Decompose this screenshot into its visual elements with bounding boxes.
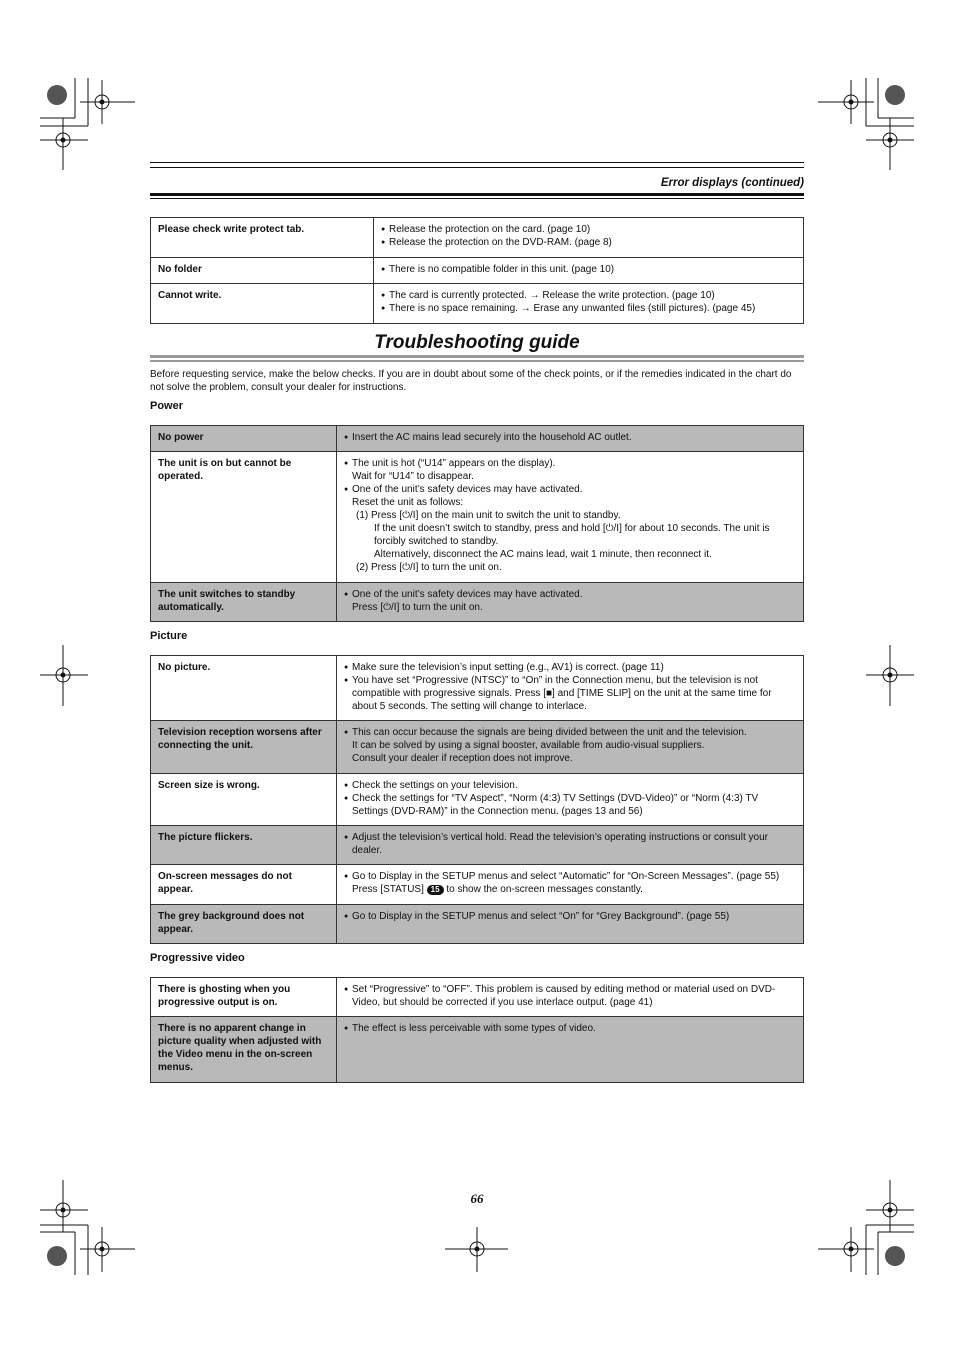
- remedy-cell: [337, 826, 804, 865]
- remedy-item: ● Make sure the television’s input setting (e.g., AV1) is correct. (page 11): [344, 661, 796, 674]
- error-label: Cannot write.: [151, 284, 374, 324]
- table-row: [151, 258, 804, 284]
- table-row: [151, 284, 804, 324]
- step-detail: If the unit doesn’t switch to standby, press and hold [⏻/I] for about 10 seconds. The unit is forcibly switched to standby.: [374, 523, 770, 547]
- table-row: [151, 865, 804, 905]
- remedy-cell: [337, 905, 804, 944]
- remedy-cell: [337, 452, 804, 583]
- remedy-item: ● Go to Display in the SETUP menus and select “On” for “Grey Background”. (page 55): [344, 910, 796, 923]
- remedy-cell: [337, 721, 804, 774]
- error-remedy: [374, 218, 804, 258]
- remedy-line: Wait for “U14” to disappear.: [352, 471, 474, 482]
- remedy-line: [344, 883, 796, 896]
- table-row: [151, 426, 804, 452]
- remedy-item: ● Check the settings for “TV Aspect”, “Norm (4:3) TV Settings (DVD-Video)” or “Norm (4:3) TV Settings (DVD-RAM)” in the Connection menu. (pages 13 and 56): [344, 792, 796, 818]
- problem-label: No picture.: [151, 656, 337, 721]
- header-rule-bottom: [150, 193, 804, 196]
- remedy-cell: [337, 978, 804, 1017]
- remedy-item: ● Go to Display in the SETUP menus and select “Automatic” for “On-Screen Messages”. (page 55): [344, 870, 796, 883]
- remedy-cell: [337, 774, 804, 826]
- running-header: Error displays (continued): [660, 177, 804, 189]
- error-label: No folder: [151, 258, 374, 284]
- problem-label: The unit is on but cannot be operated.: [151, 452, 337, 583]
- table-row: [151, 721, 804, 774]
- page-reference-badge: 15: [427, 885, 444, 895]
- step-item: (2) Press [⏻/I] to turn the unit on.: [356, 562, 502, 573]
- remedy-line: It can be solved by using a signal booster, available from audio-visual suppliers.: [352, 740, 705, 751]
- remedy-item: ● Release the protection on the card. (page 10): [381, 223, 796, 236]
- problem-label: The unit switches to standby automatically.: [151, 583, 337, 622]
- remedy-line: Reset the unit as follows:: [352, 497, 464, 508]
- remedy-cell: [337, 426, 804, 452]
- remedy-item: ● Adjust the television’s vertical hold. Read the television’s operating instructions or consult your dealer.: [344, 831, 796, 857]
- problem-label: No power: [151, 426, 337, 452]
- picture-heading: Picture: [150, 630, 188, 642]
- table-row: [151, 656, 804, 721]
- power-table: [150, 425, 804, 622]
- progressive-heading: Progressive video: [150, 952, 245, 964]
- intro-text: Before requesting service, make the below checks. If you are in doubt about some of the check points, or if the remedies indicated in the chart do not solve the problem, consult your dealer for instructions.: [150, 369, 792, 393]
- header-rule-top-2: [150, 167, 804, 168]
- table-row: [151, 583, 804, 622]
- title-rule: [150, 355, 804, 358]
- remedy-text: to show the on-screen messages constantly.: [446, 884, 643, 895]
- table-row: [151, 1017, 804, 1083]
- problem-label: The grey background does not appear.: [151, 905, 337, 944]
- remedy-item: ● Set “Progressive” to “OFF”. This problem is caused by editing method or material used on DVD-Video, but should be corrected if you use interlace output. (page 41): [344, 983, 796, 1009]
- remedy-cell: [337, 583, 804, 622]
- remedy-cell: [337, 865, 804, 905]
- table-row: [151, 218, 804, 258]
- remedy-item: ● You have set “Progressive (NTSC)” to “On” in the Connection menu, but the television is not compatible with progressive signals. Press [■] and [TIME SLIP] on the unit at the same time for about 5 seconds. The setting will change to interlace.: [344, 674, 796, 713]
- step-item: (1) Press [⏻/I] on the main unit to switch the unit to standby.: [356, 510, 621, 521]
- error-remedy: [374, 258, 804, 284]
- section-title: Troubleshooting guide: [374, 332, 580, 353]
- remedy-item: ● Check the settings on your television.: [344, 779, 796, 792]
- remedy-item: ● This can occur because the signals are being divided between the unit and the television.: [344, 726, 796, 739]
- remedy-item: ● There is no space remaining. → Erase any unwanted files (still pictures). (page 45): [381, 302, 796, 315]
- remedy-item: ● One of the unit’s safety devices may have activated.: [344, 483, 796, 496]
- remedy-line: Press [⏻/I] to turn the unit on.: [352, 602, 483, 613]
- remedy-text: Press [STATUS]: [352, 884, 424, 895]
- header-rule-top: [150, 162, 804, 163]
- error-table: [150, 217, 804, 324]
- remedy-item: ● Release the protection on the DVD-RAM. (page 8): [381, 236, 796, 249]
- problem-label: The picture flickers.: [151, 826, 337, 865]
- page-number: 66: [470, 1191, 484, 1206]
- problem-label: There is no apparent change in picture quality when adjusted with the Video menu in the on-screen menus.: [151, 1017, 337, 1083]
- problem-label: Television reception worsens after connecting the unit.: [151, 721, 337, 774]
- table-row: [151, 905, 804, 944]
- problem-label: There is ghosting when you progressive output is on.: [151, 978, 337, 1017]
- table-row: [151, 826, 804, 865]
- error-remedy: [374, 284, 804, 324]
- picture-table: [150, 655, 804, 944]
- step-detail: Alternatively, disconnect the AC mains lead, wait 1 minute, then reconnect it.: [374, 549, 712, 560]
- remedy-item: ● Insert the AC mains lead securely into the household AC outlet.: [344, 431, 796, 444]
- remedy-item: ● There is no compatible folder in this unit. (page 10): [381, 263, 796, 276]
- remedy-item: ● The unit is hot (“U14” appears on the display).: [344, 457, 796, 470]
- problem-label: Screen size is wrong.: [151, 774, 337, 826]
- problem-label: On-screen messages do not appear.: [151, 865, 337, 905]
- error-label: Please check write protect tab.: [151, 218, 374, 258]
- table-row: [151, 978, 804, 1017]
- table-row: [151, 452, 804, 583]
- remedy-line: Consult your dealer if reception does not improve.: [352, 753, 573, 764]
- remedy-item: ● The effect is less perceivable with some types of video.: [344, 1022, 796, 1035]
- power-heading: Power: [150, 400, 184, 412]
- table-row: [151, 774, 804, 826]
- progressive-table: [150, 977, 804, 1083]
- remedy-item: ● The card is currently protected. → Release the write protection. (page 10): [381, 289, 796, 302]
- remedy-cell: [337, 656, 804, 721]
- remedy-cell: [337, 1017, 804, 1083]
- remedy-item: ● One of the unit’s safety devices may have activated.: [344, 588, 796, 601]
- title-rule-2: [150, 360, 804, 362]
- header-rule-bottom-2: [150, 198, 804, 199]
